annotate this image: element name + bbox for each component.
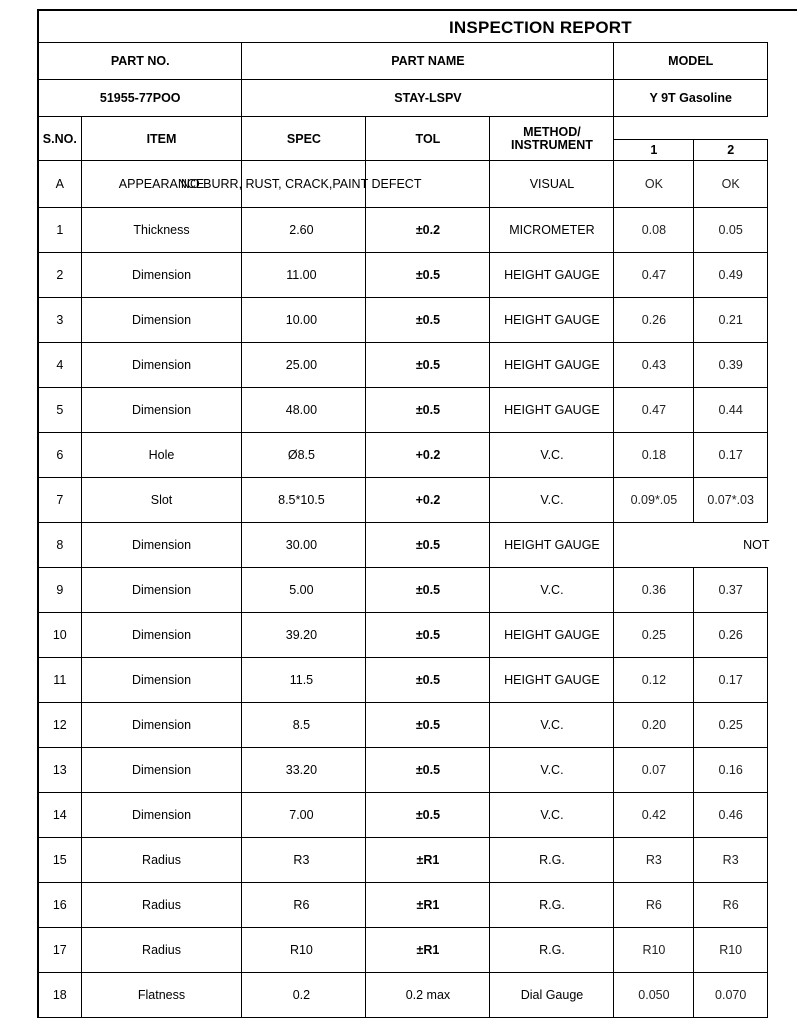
model-value: Y 9T Gasoline xyxy=(614,80,768,117)
sample-2-cell: 0.07*.03 xyxy=(694,478,768,523)
sample-2-cell: 0.39 xyxy=(694,343,768,388)
spec-text: Ø8.5 xyxy=(287,448,315,462)
table-row xyxy=(38,748,768,793)
sample-2-cell: 0.37 xyxy=(694,568,768,613)
spec-value xyxy=(242,493,360,507)
spec-cell xyxy=(242,388,366,433)
item-cell: Dimension xyxy=(81,658,242,703)
method-cell: V.C. xyxy=(490,793,614,838)
sno-cell: 9 xyxy=(38,568,81,613)
tol-cell: ±0.5 xyxy=(366,298,490,343)
spec-text: R6 xyxy=(293,898,310,912)
method-cell: HEIGHT GAUGE xyxy=(490,613,614,658)
sample-2-cell: 0.49 xyxy=(694,253,768,298)
table-row xyxy=(38,613,768,658)
sample-2-cell: 0.26 xyxy=(694,613,768,658)
sample-2-cell: 0.070 xyxy=(694,973,768,1018)
sno-cell: 13 xyxy=(38,748,81,793)
sample-1-cell: 0.20 xyxy=(614,703,694,748)
spec-value xyxy=(242,763,360,777)
spec-cell xyxy=(242,748,366,793)
spec-text: 30.00 xyxy=(285,538,318,552)
item-cell: Dimension xyxy=(81,568,242,613)
sample-1-cell: 0.47 xyxy=(614,253,694,298)
tol-cell: ±0.5 xyxy=(366,613,490,658)
spec-text: R3 xyxy=(293,853,310,867)
tol-cell: +0.2 xyxy=(366,478,490,523)
column-header-row xyxy=(38,117,768,140)
model-label: MODEL xyxy=(614,43,768,80)
tol-cell: ±0.5 xyxy=(366,658,490,703)
spec-text: 11.00 xyxy=(286,268,317,282)
item-cell: Radius xyxy=(81,883,242,928)
spec-value xyxy=(242,448,360,462)
item-cell: Dimension xyxy=(81,523,242,568)
spec-value xyxy=(242,628,360,642)
method-cell: V.C. xyxy=(490,478,614,523)
col-sample-1: 1 xyxy=(614,140,694,161)
spec-text: NO BURR, RUST, CRACK,PAINT DEFECT xyxy=(180,177,422,191)
tol-cell: ±0.5 xyxy=(366,568,490,613)
report-title-bar xyxy=(37,9,797,42)
method-cell: VISUAL xyxy=(490,161,614,208)
method-cell: HEIGHT GAUGE xyxy=(490,343,614,388)
sample-2-cell: 0.05 xyxy=(694,208,768,253)
sample-2-cell: R6 xyxy=(694,883,768,928)
spec-cell xyxy=(180,161,422,208)
table-row xyxy=(38,298,768,343)
sno-cell: 5 xyxy=(38,388,81,433)
table-row xyxy=(38,568,768,613)
spec-text: 7.00 xyxy=(289,808,314,822)
spec-cell xyxy=(242,568,366,613)
spec-cell xyxy=(242,433,366,478)
spec-value xyxy=(242,403,360,417)
sample-1-cell: 0.25 xyxy=(614,613,694,658)
col-tol: TOL xyxy=(366,117,490,161)
method-cell: V.C. xyxy=(490,748,614,793)
tol-cell: +0.2 xyxy=(366,433,490,478)
item-cell: APPEARANCE xyxy=(81,161,242,208)
sno-cell: A xyxy=(38,161,81,208)
sno-cell: 4 xyxy=(38,343,81,388)
table-row xyxy=(38,433,768,478)
sample-1-cell: R10 xyxy=(614,928,694,973)
spec-cell xyxy=(242,928,366,973)
table-row xyxy=(38,343,768,388)
col-sample-2: 2 xyxy=(694,140,768,161)
spec-cell xyxy=(242,298,366,343)
col-spec: SPEC xyxy=(242,117,366,161)
spec-text: 25.00 xyxy=(285,358,318,372)
tol-cell: ±0.5 xyxy=(366,388,490,433)
part-no-value: 51955-77POO xyxy=(38,80,242,117)
spec-text: R10 xyxy=(289,943,313,957)
sample-1-cell: OK xyxy=(614,161,694,208)
spec-value xyxy=(242,268,360,282)
method-cell: R.G. xyxy=(490,928,614,973)
tol-cell: ±0.5 xyxy=(366,343,490,388)
part-name-value: STAY-LSPV xyxy=(242,80,614,117)
spec-value xyxy=(242,718,360,732)
table-row xyxy=(38,838,768,883)
sample-1-cell: 0.07 xyxy=(614,748,694,793)
method-cell: HEIGHT GAUGE xyxy=(490,253,614,298)
item-cell: Dimension xyxy=(81,793,242,838)
spec-value xyxy=(242,358,360,372)
item-cell: Dimension xyxy=(81,343,242,388)
sample-1-cell: 0.26 xyxy=(614,298,694,343)
sample-1-cell: 0.050 xyxy=(614,973,694,1018)
sample-2-cell: 0.46 xyxy=(694,793,768,838)
inspection-table xyxy=(37,42,768,1018)
sno-cell: 15 xyxy=(38,838,81,883)
sno-cell: 6 xyxy=(38,433,81,478)
sample-2-cell: R3 xyxy=(694,838,768,883)
sample-1-cell: 0.47 xyxy=(614,388,694,433)
report-title: INSPECTION REPORT xyxy=(449,18,632,37)
method-cell: HEIGHT GAUGE xyxy=(490,523,614,568)
method-cell: R.G. xyxy=(490,838,614,883)
merged-result-cell xyxy=(614,523,768,568)
tol-cell: ±0.5 xyxy=(366,703,490,748)
table-row xyxy=(38,973,768,1018)
sample-2-cell: 0.17 xyxy=(694,658,768,703)
sno-cell: 8 xyxy=(38,523,81,568)
sno-cell: 1 xyxy=(38,208,81,253)
spec-cell xyxy=(242,253,366,298)
sno-cell: 10 xyxy=(38,613,81,658)
sample-1-cell: 0.12 xyxy=(614,658,694,703)
spec-cell xyxy=(242,478,366,523)
spec-value xyxy=(242,943,360,957)
sno-cell: 12 xyxy=(38,703,81,748)
spec-cell xyxy=(242,613,366,658)
item-cell: Dimension xyxy=(81,298,242,343)
item-cell: Dimension xyxy=(81,253,242,298)
sno-cell: 16 xyxy=(38,883,81,928)
sno-cell: 7 xyxy=(38,478,81,523)
table-row xyxy=(38,793,768,838)
spec-text: 10.00 xyxy=(285,313,318,327)
table-row xyxy=(38,208,768,253)
sample-1-cell: 0.08 xyxy=(614,208,694,253)
sample-1-cell: 0.43 xyxy=(614,343,694,388)
col-method-line1: METHOD/ xyxy=(523,124,581,139)
tol-cell: 0.2 max xyxy=(366,973,490,1018)
spec-value xyxy=(242,223,360,237)
spec-text: 2.60 xyxy=(289,223,314,237)
table-row xyxy=(38,388,768,433)
spec-value xyxy=(242,808,360,822)
method-cell: R.G. xyxy=(490,883,614,928)
spec-cell xyxy=(242,523,366,568)
sno-cell: 2 xyxy=(38,253,81,298)
spec-value xyxy=(242,898,360,912)
samples-group-header xyxy=(614,117,768,140)
tol-cell: ±0.5 xyxy=(366,748,490,793)
spec-value xyxy=(242,988,360,1002)
part-no-label: PART NO. xyxy=(38,43,242,80)
item-cell: Dimension xyxy=(81,703,242,748)
spec-cell xyxy=(242,343,366,388)
spec-cell xyxy=(242,208,366,253)
spec-text: 39.20 xyxy=(285,628,318,642)
spec-text: 48.00 xyxy=(285,403,318,417)
table-row xyxy=(38,478,768,523)
part-name-label: PART NAME xyxy=(242,43,614,80)
tol-cell: ±R1 xyxy=(366,928,490,973)
header-values-row xyxy=(38,80,768,117)
col-method xyxy=(490,117,614,161)
spec-cell xyxy=(242,883,366,928)
sample-2-cell: 0.44 xyxy=(694,388,768,433)
spec-text: 5.00 xyxy=(289,583,314,597)
table-row xyxy=(38,658,768,703)
tol-cell: ±R1 xyxy=(366,838,490,883)
spec-value xyxy=(242,673,360,687)
method-cell: V.C. xyxy=(490,433,614,478)
spec-text: 0.2 xyxy=(292,988,311,1002)
table-row xyxy=(38,161,768,208)
method-cell: V.C. xyxy=(490,703,614,748)
method-cell: MICROMETER xyxy=(490,208,614,253)
item-cell: Flatness xyxy=(81,973,242,1018)
tol-cell: ±0.2 xyxy=(366,208,490,253)
table-row xyxy=(38,253,768,298)
item-cell: Dimension xyxy=(81,388,242,433)
spec-text: 33.20 xyxy=(285,763,318,777)
method-cell: HEIGHT GAUGE xyxy=(490,298,614,343)
item-cell: Thickness xyxy=(81,208,242,253)
table-row xyxy=(38,703,768,748)
sno-cell: 3 xyxy=(38,298,81,343)
sample-2-cell: 0.17 xyxy=(694,433,768,478)
item-cell: Radius xyxy=(81,838,242,883)
sample-1-cell: 0.42 xyxy=(614,793,694,838)
method-cell: Dial Gauge xyxy=(490,973,614,1018)
sno-cell: 14 xyxy=(38,793,81,838)
spec-cell xyxy=(242,838,366,883)
tol-cell: ±R1 xyxy=(366,883,490,928)
method-cell: HEIGHT GAUGE xyxy=(490,388,614,433)
sample-1-cell: 0.09*.05 xyxy=(614,478,694,523)
table-row xyxy=(38,883,768,928)
spec-cell xyxy=(242,658,366,703)
col-method-line2: INSTRUMENT xyxy=(510,137,593,152)
sample-1-cell: 0.18 xyxy=(614,433,694,478)
inspection-report-sheet xyxy=(37,9,768,1024)
item-cell: Radius xyxy=(81,928,242,973)
spec-value xyxy=(242,538,360,552)
method-cell: V.C. xyxy=(490,568,614,613)
spec-cell xyxy=(242,973,366,1018)
sno-cell: 17 xyxy=(38,928,81,973)
spec-value xyxy=(180,177,422,191)
item-cell: Hole xyxy=(81,433,242,478)
col-sno: S.NO. xyxy=(38,117,81,161)
sample-1-cell: 0.36 xyxy=(614,568,694,613)
sample-2-cell: 0.25 xyxy=(694,703,768,748)
item-cell: Dimension xyxy=(81,613,242,658)
sno-cell: 11 xyxy=(38,658,81,703)
spec-cell xyxy=(242,703,366,748)
header-labels-row xyxy=(38,43,768,80)
table-row xyxy=(38,523,768,568)
sample-2-cell: R10 xyxy=(694,928,768,973)
sample-2-cell: 0.21 xyxy=(694,298,768,343)
spec-text: 8.5 xyxy=(292,718,311,732)
tol-cell: ±0.5 xyxy=(366,793,490,838)
item-cell: Dimension xyxy=(81,748,242,793)
col-item: ITEM xyxy=(81,117,242,161)
tol-cell: ±0.5 xyxy=(366,253,490,298)
spec-value xyxy=(242,583,360,597)
sample-2-cell: 0.16 xyxy=(694,748,768,793)
spec-text: 8.5*10.5 xyxy=(278,493,325,507)
sno-cell: 18 xyxy=(38,973,81,1018)
merged-result-text: NOT xyxy=(743,538,770,552)
spec-cell xyxy=(242,793,366,838)
sample-2-cell: OK xyxy=(694,161,768,208)
sample-1-cell: R3 xyxy=(614,838,694,883)
spec-value xyxy=(242,313,360,327)
spec-value xyxy=(242,853,360,867)
sample-1-cell: R6 xyxy=(614,883,694,928)
tol-cell: ±0.5 xyxy=(366,523,490,568)
item-cell: Slot xyxy=(81,478,242,523)
spec-text: 11.5 xyxy=(289,673,314,687)
table-row xyxy=(38,928,768,973)
method-cell: HEIGHT GAUGE xyxy=(490,658,614,703)
